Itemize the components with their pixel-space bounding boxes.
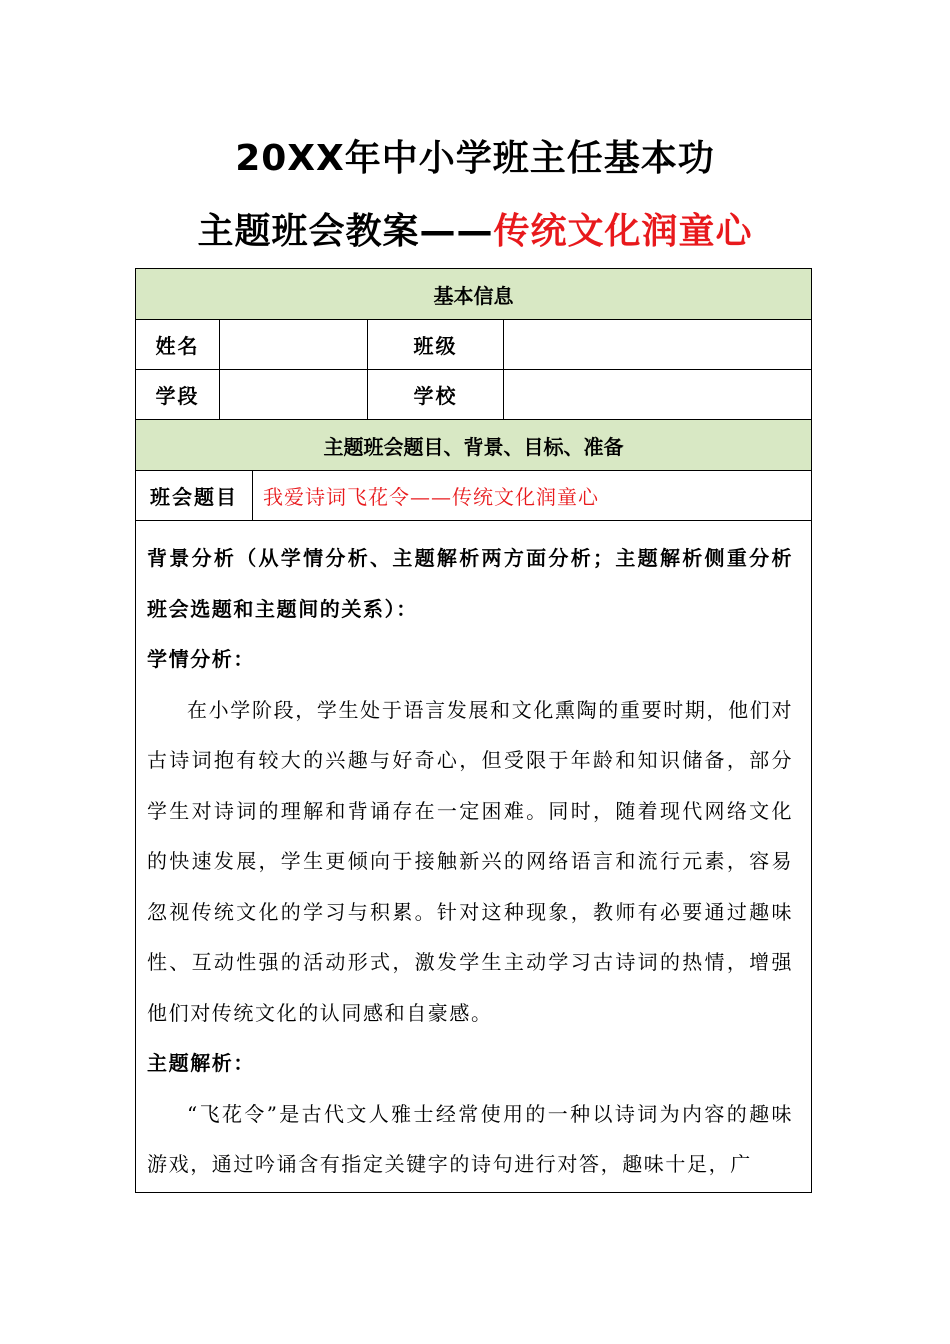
theme-analysis-heading: 主题解析： [147,1051,255,1075]
background-heading: 背景分析（从学情分析、主题解析两方面分析；主题解析侧重分析班会选题和主题间的关系）： [147,546,794,621]
school-value[interactable] [504,370,812,420]
theme-analysis-text: “飞花令”是古代文人雅士经常使用的一种以诗词为内容的趣味游戏，通过吟诵含有指定关键字的诗句进行对答，趣味十足，广 [147,1101,794,1176]
section-header: 主题班会题目、背景、目标、准备 [136,420,812,471]
name-label: 姓名 [136,320,220,370]
title-line-1: 20XX年中小学班主任基本功 [235,138,715,179]
stage-value[interactable] [220,370,368,420]
student-analysis-text: 在小学阶段，学生处于语言发展和文化熏陶的重要时期，他们对古诗词抱有较大的兴趣与好奇心，但受限于年龄和知识储备，部分学生对诗词的理解和背诵存在一定困难。同时，随着现代网络文化的快速发展，学生更倾向于接触新兴的网络语言和流行元素，容易忽视传统文化的学习与积累。针对这种现象，教师有必要通过趣味性、互动性强的活动形式，激发学生主动学习古诗词的热情，增强他们对传统文化的认同感和自豪感。 [147,697,794,1025]
school-label: 学校 [368,370,504,420]
document-subtitle [0,203,950,254]
title-line-2-black: 主题班会教案—— [197,211,494,252]
student-analysis-heading: 学情分析： [147,647,255,671]
title-line-2-red: 传统文化润童心 [493,211,753,252]
lesson-plan-table [135,268,812,1193]
class-label: 班级 [368,320,504,370]
topic-value: 我爱诗词飞花令——传统文化润童心 [253,471,812,521]
stage-label: 学段 [136,370,220,420]
topic-label: 班会题目 [136,471,253,521]
name-value[interactable] [220,320,368,370]
class-value[interactable] [504,320,812,370]
content-cell [136,521,812,1193]
basic-info-header: 基本信息 [136,269,812,320]
document-title [0,130,950,181]
